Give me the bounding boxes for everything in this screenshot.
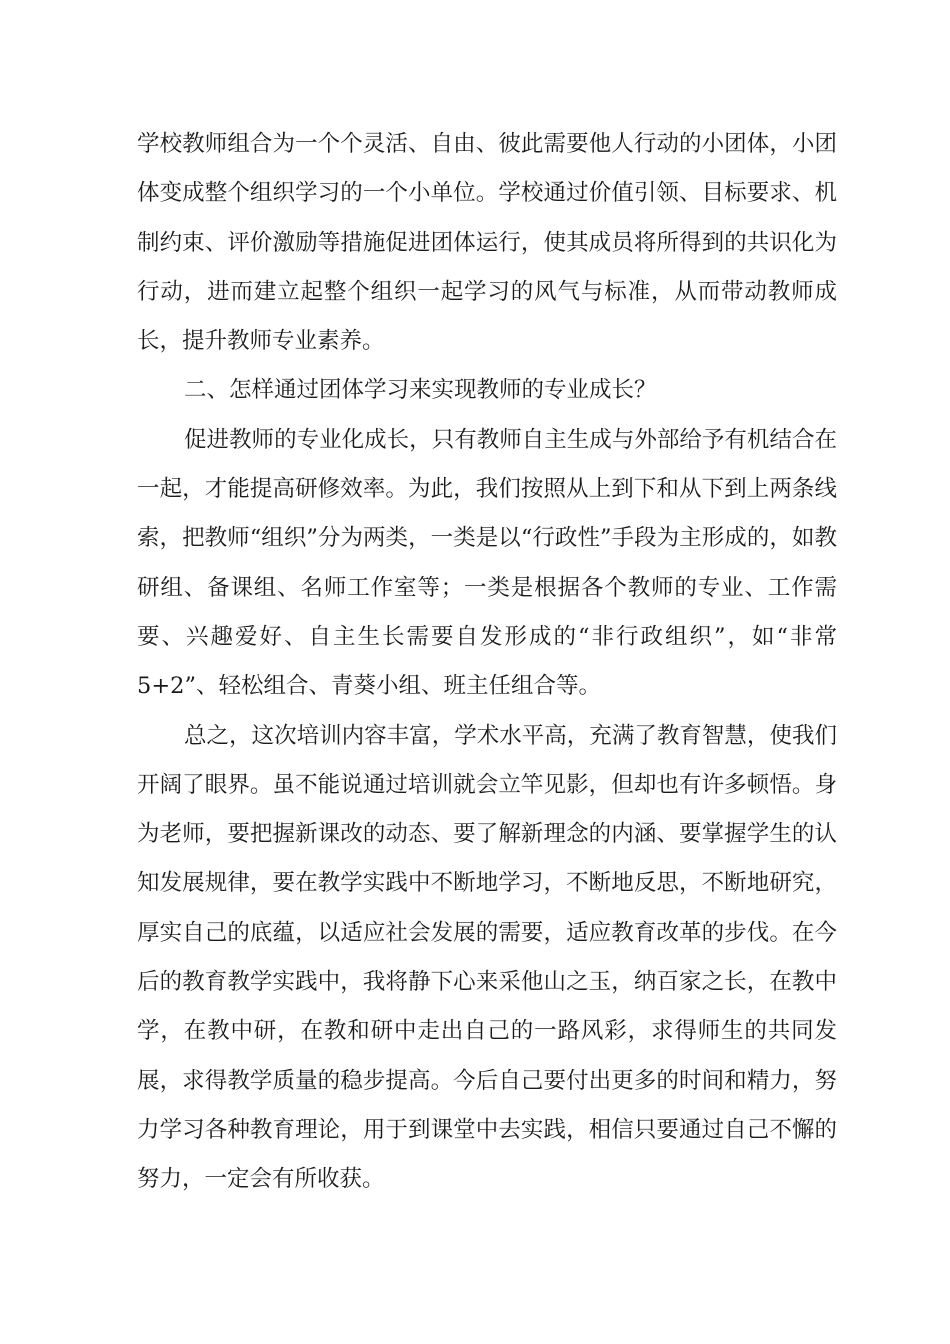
paragraph-summary: 总之，这次培训内容丰富，学术水平高，充满了教育智慧，使我们开阔了眼界。虽不能说通过培训就会立竿见影，但却也有许多顿悟。身为老师，要把握新课改的动态、要了解新理念的内涵、要掌握学生的认知发展规律，要在教学实践中不断地学习，不断地反思，不断地研究，厚实自己的底蕴，以适应社会发展的需要，适应教育改革的步伐。在今后的教育教学实践中，我将静下心来采他山之玉，纳百家之长，在教中学，在教中研，在教和研中走出自己的一路风彩，求得师生的共同发展，求得教学质量的稳步提高。今后自己要付出更多的时间和精力，努力学习各种教育理论，用于到课堂中去实践，相信只要通过自己不懈的努力，一定会有所收获。 xyxy=(137,722,837,1193)
document-body xyxy=(137,120,837,1205)
paragraph-teacher-organization: 促进教师的专业化成长，只有教师自主生成与外部给予有机结合在一起，才能提高研修效率。为此，我们按照从上到下和从下到上两条线索，把教师“组织”分为两类，一类是以“行政性”手段为主形成的，如教研组、备课组、名师工作室等；一类是根据各个教师的专业、工作需要、兴趣爱好、自主生长需要自发形成的“非行政组织”，如“非常5+2”、轻松组合、青葵小组、班主任组合等。 xyxy=(137,426,837,700)
section-heading: 二、怎样通过团体学习来实现教师的专业成长？ xyxy=(184,377,657,404)
paragraph-continuation: 学校教师组合为一个个灵活、自由、彼此需要他人行动的小团体，小团体变成整个组织学习的一个小单位。学校通过价值引领、目标要求、机制约束、评价激励等措施促进团体运行，使其成员将所得到的共识化为行动，进而建立起整个组织一起学习的风气与标准，从而带动教师成长，提升教师专业素养。 xyxy=(137,131,837,355)
